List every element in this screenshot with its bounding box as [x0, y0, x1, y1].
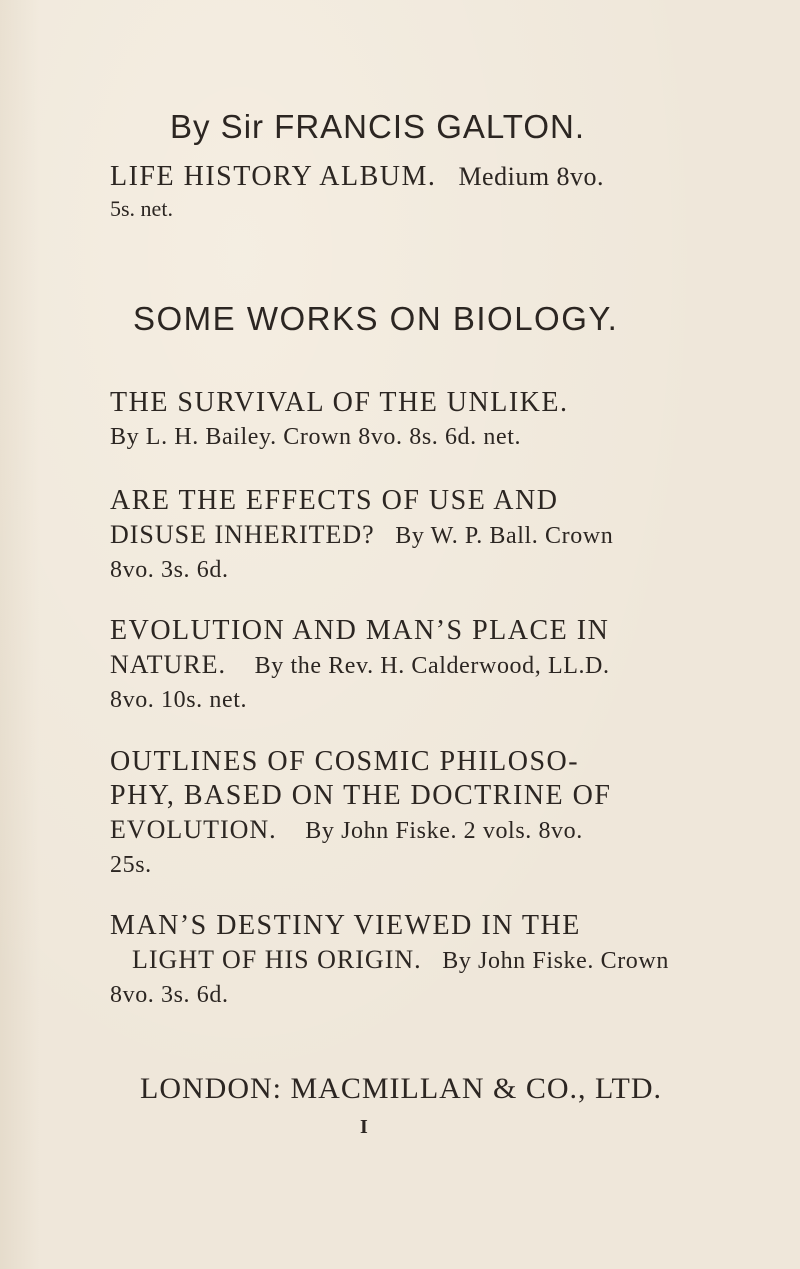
book-title-details-line: [110, 648, 690, 683]
section-heading: SOME WORKS ON BIOLOGY.: [133, 300, 619, 337]
publisher-imprint: LONDON: MACMILLAN & CO., LTD.: [140, 1072, 663, 1105]
book-title-details-line: [110, 518, 690, 553]
book-details-line: By L. H. Bailey. Crown 8vo. 8s. 6d. net.: [110, 424, 522, 450]
album-entry: [110, 160, 690, 222]
book-entry: [110, 745, 690, 882]
book-title-line: PHY, BASED ON THE DOCTRINE OF: [110, 780, 612, 811]
author-heading: By Sir FRANCIS GALTON.: [170, 108, 586, 145]
book-title-line: THE SURVIVAL OF THE UNLIKE.: [110, 387, 569, 418]
book-title-line: MAN’S DESTINY VIEWED IN THE: [110, 910, 581, 941]
book-title-details-line: [110, 943, 690, 978]
book-details-line: By John Fiske. 2 vols. 8vo.: [305, 818, 583, 844]
book-title-line: EVOLUTION.: [110, 815, 277, 844]
book-details-line: 8vo. 3s. 6d.: [110, 557, 229, 583]
album-price: 5s. net.: [110, 196, 173, 221]
book-details-line: By John Fiske. Crown: [442, 948, 669, 974]
album-title: LIFE HISTORY ALBUM.: [110, 161, 437, 192]
book-details-line: 8vo. 10s. net.: [110, 687, 248, 713]
book-entry: [110, 614, 690, 717]
book-title-line: DISUSE INHERITED?: [110, 520, 375, 549]
book-title-details-line: [110, 813, 690, 848]
book-entry: [110, 909, 690, 1012]
page-number: I: [360, 1116, 368, 1138]
book-details-line: By W. P. Ball. Crown: [395, 523, 614, 549]
book-details-line: 8vo. 3s. 6d.: [110, 982, 229, 1008]
book-title-line: EVOLUTION AND MAN’S PLACE IN: [110, 615, 610, 646]
book-details-line: 25s.: [110, 852, 152, 878]
book-details-line: By the Rev. H. Calderwood, LL.D.: [254, 653, 610, 679]
book-title-line: OUTLINES OF COSMIC PHILOSO-: [110, 746, 580, 777]
book-title-line: ARE THE EFFECTS OF USE AND: [110, 485, 559, 516]
book-entry: [110, 386, 690, 454]
book-entry: [110, 484, 690, 587]
book-title-line: NATURE.: [110, 650, 227, 679]
album-format: Medium 8vo.: [458, 162, 605, 191]
book-title-line: LIGHT OF HIS ORIGIN.: [132, 945, 422, 974]
